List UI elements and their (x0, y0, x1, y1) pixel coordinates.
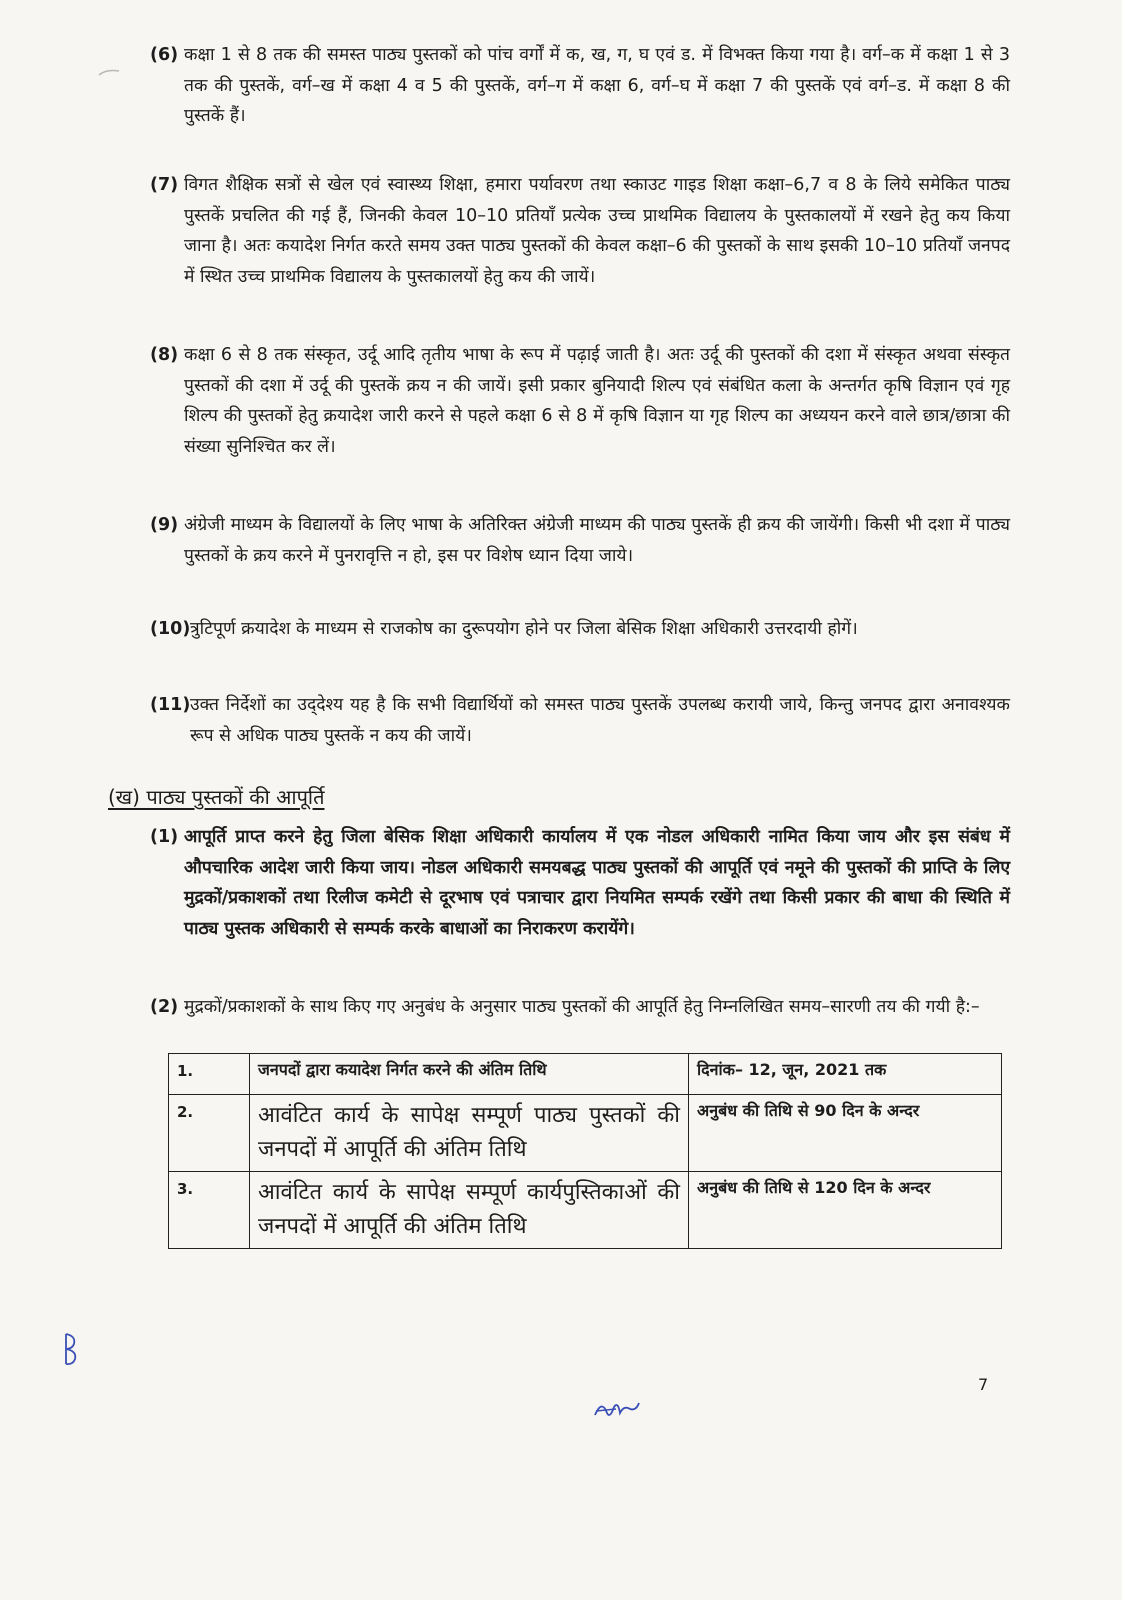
point-text: अंग्रेजी माध्यम के विद्यालयों के लिए भाषा के अतिरिक्त अंग्रेजी माध्यम की पाठ्य पुस्तकें ही क्रय की जायेंगी। किसी भी दशा में पाठ्य पुस्तकों के क्रय करने में पुनरावृत्ति न हो, इस पर विशेष ध्यान दिया जाये। (184, 515, 1010, 566)
point-9 (150, 510, 1010, 571)
deadline-cell: अनुबंध की तिथि से 120 दिन के अन्दर (689, 1172, 1002, 1249)
point-text: आपूर्ति प्राप्त करने हेतु जिला बेसिक शिक्षा अधिकारी कार्यालय में एक नोडल अधिकारी नामित किया जाय और इस संबंध में औपचारिक आदेश जारी किया जाय। नोडल अधिकारी समयबद्ध पाठ्य पुस्तकों की आपूर्ति एवं नमूने की पुस्तकों की प्राप्ति के लिए मुद्रकों/प्रकाशकों तथा रिलीज कमेटी से दूरभाष एवं पत्राचार द्वारा नियमित सम्पर्क रखेंगे तथा किसी प्रकार की बाधा की स्थिति में पाठ्य पुस्तक अधिकारी से सम्पर्क करके बाधाओं का निराकरण करायेंगे। (184, 827, 1010, 939)
activity-cell: जनपदों द्वारा कयादेश निर्गत करने की अंतिम तिथि (250, 1054, 689, 1095)
point-text: कक्षा 1 से 8 तक की समस्त पाठ्य पुस्तकों को पांच वर्गों में क, ख, ग, घ एवं ड. में विभक्त किया गया है। वर्ग–क में कक्षा 1 से 3 तक की पुस्तकें, वर्ग–ख में कक्षा 4 व 5 की पुस्तकें, वर्ग–ग में कक्षा 6, वर्ग–घ में कक्षा 7 की पुस्तकें एवं वर्ग–ड. में कक्षा 8 की पुस्तकें हैं। (184, 45, 1010, 126)
scan-mark-icon (98, 68, 120, 76)
point-number: (6) (150, 45, 179, 65)
activity-cell: आवंटित कार्य के सापेक्ष सम्पूर्ण पाठ्य पुस्तकों की जनपदों में आपूर्ति की अंतिम तिथि (250, 1095, 689, 1172)
point-number: (2) (150, 997, 179, 1017)
deadline-cell: दिनांक– 12, जून, 2021 तक (689, 1054, 1002, 1095)
point-text: त्रुटिपूर्ण क्रयादेश के माध्यम से राजकोष का दुरूपयोग होने पर जिला बेसिक शिक्षा अधिकारी उत्तरदायी होगें। (190, 619, 858, 639)
point-6 (150, 40, 1010, 132)
activity-cell: आवंटित कार्य के सापेक्ष सम्पूर्ण कार्यपुस्तिकाओं की जनपदों में आपूर्ति की अंतिम तिथि (250, 1172, 689, 1249)
point-8 (150, 340, 1010, 462)
point-11 (150, 690, 1010, 751)
point-text: कक्षा 6 से 8 तक संस्कृत, उर्दू आदि तृतीय भाषा के रूप में पढ़ाई जाती है। अतः उर्दू की पुस्तकों की दशा में संस्कृत अथवा संस्कृत पुस्तकों की दशा में उर्दू की पुस्तकें क्रय न की जायें। इसी प्रकार बुनियादी शिल्प एवं संबंधित कला के अन्तर्गत कृषि विज्ञान एवं गृह शिल्प की पुस्तकों हेतु क्रयादेश जारी करने से पहले कक्षा 6 से 8 में कृषि विज्ञान या गृह शिल्प का अध्ययन करने वाले छात्र/छात्रा की संख्या सुनिश्चित कर लें। (184, 345, 1010, 457)
point-number: (9) (150, 515, 179, 535)
schedule-table (168, 1053, 1002, 1249)
serial-cell: 2. (169, 1095, 250, 1172)
section-b-point-1 (150, 822, 1010, 944)
deadline-cell: अनुबंध की तिथि से 90 दिन के अन्दर (689, 1095, 1002, 1172)
margin-note-handwritten (60, 1330, 80, 1370)
section-b-point-2 (150, 992, 1010, 1023)
table-row (169, 1054, 1002, 1095)
table-row (169, 1172, 1002, 1249)
serial-cell: 1. (169, 1054, 250, 1095)
point-text: विगत शैक्षिक सत्रों से खेल एवं स्वास्थ्य शिक्षा, हमारा पर्यावरण तथा स्काउट गाइड शिक्षा कक्षा–6,7 व 8 के लिये समेकित पाठ्य पुस्तकें प्रचलित की गई हैं, जिनकी केवल 10–10 प्रतियाँ प्रत्येक उच्च प्राथमिक विद्यालय के पुस्तकालयों में रखने हेतु कय किया जाना है। अतः कयादेश निर्गत करते समय उक्त पाठ्य पुस्तकों की केवल कक्षा–6 की पुस्तकों के साथ इसकी 10–10 प्रतियाँ जनपद में स्थित उच्च प्राथमिक विद्यालय के पुस्तकालयों हेतु कय की जायें। (184, 175, 1010, 287)
signature-initials (592, 1395, 642, 1423)
table-row (169, 1095, 1002, 1172)
point-number: (7) (150, 175, 179, 195)
point-text: उक्त निर्देशों का उद्‌देश्य यह है कि सभी विद्यार्थियों को समस्त पाठ्य पुस्तकें उपलब्ध करायी जाये, किन्तु जनपद द्वारा अनावश्यक रूप से अधिक पाठ्य पुस्तकें न कय की जायें। (190, 695, 1010, 746)
point-number: (1) (150, 827, 179, 847)
point-text: मुद्रकों/प्रकाशकों के साथ किए गए अनुबंध के अनुसार पाठ्य पुस्तकों की आपूर्ति हेतु निम्नलिखित समय–सारणी तय की गयी है:– (184, 997, 980, 1017)
page-number: 7 (978, 1375, 989, 1394)
section-heading: (ख) पाठ्य पुस्तकों की आपूर्ति (108, 785, 325, 809)
point-7 (150, 170, 1010, 292)
serial-cell: 3. (169, 1172, 250, 1249)
point-10 (150, 614, 1010, 645)
point-number: (10) (150, 619, 191, 639)
point-number: (8) (150, 345, 179, 365)
point-number: (11) (150, 695, 191, 715)
